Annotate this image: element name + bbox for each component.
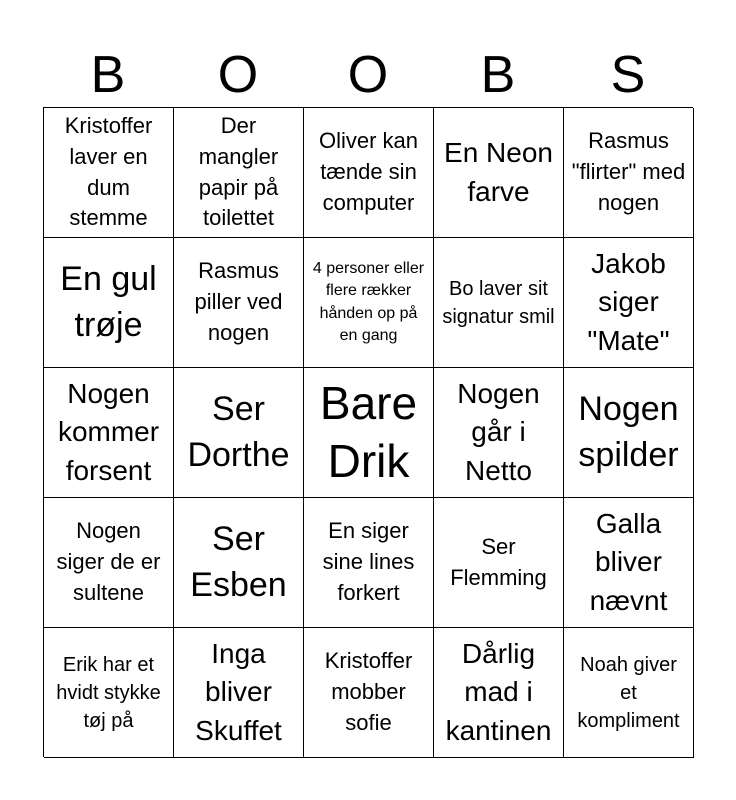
header-letter-s: S <box>610 46 646 104</box>
bingo-header <box>43 44 693 106</box>
bingo-cell-5-5[interactable]: Noah giver et kompliment <box>564 628 694 758</box>
header-letter-o-2: O <box>347 46 389 104</box>
bingo-cell-3-1[interactable]: Nogen kommer forsent <box>44 368 174 498</box>
bingo-cell-4-3[interactable]: En siger sine lines forkert <box>304 498 434 628</box>
bingo-cell-1-1[interactable]: Kristoffer laver en dum stemme <box>44 108 174 238</box>
bingo-cell-1-2[interactable]: Der mangler papir på toilettet <box>174 108 304 238</box>
header-letter-o: O <box>217 46 259 104</box>
bingo-cell-4-5[interactable]: Galla bliver nævnt <box>564 498 694 628</box>
bingo-cell-3-3-free-space[interactable]: Bare Drik <box>304 368 434 498</box>
bingo-cell-5-2[interactable]: Inga bliver Skuffet <box>174 628 304 758</box>
bingo-cell-2-5[interactable]: Jakob siger "Mate" <box>564 238 694 368</box>
bingo-cell-4-2[interactable]: Ser Esben <box>174 498 304 628</box>
header-letter-b-2: B <box>480 46 516 104</box>
header-letter-b: B <box>90 46 126 104</box>
bingo-cell-1-4[interactable]: En Neon farve <box>434 108 564 238</box>
bingo-cell-3-2[interactable]: Ser Dorthe <box>174 368 304 498</box>
bingo-cell-2-4[interactable]: Bo laver sit signatur smil <box>434 238 564 368</box>
bingo-cell-2-2[interactable]: Rasmus piller ved nogen <box>174 238 304 368</box>
bingo-cell-3-5[interactable]: Nogen spilder <box>564 368 694 498</box>
bingo-cell-4-4[interactable]: Ser Flemming <box>434 498 564 628</box>
bingo-cell-5-1[interactable]: Erik har et hvidt stykke tøj på <box>44 628 174 758</box>
bingo-cell-2-1[interactable]: En gul trøje <box>44 238 174 368</box>
bingo-cell-1-3[interactable]: Oliver kan tænde sin computer <box>304 108 434 238</box>
bingo-cell-5-3[interactable]: Kristoffer mobber sofie <box>304 628 434 758</box>
bingo-cell-2-3[interactable]: 4 personer eller flere rækker hånden op på en gang <box>304 238 434 368</box>
bingo-cell-5-4[interactable]: Dårlig mad i kantinen <box>434 628 564 758</box>
bingo-cell-3-4[interactable]: Nogen går i Netto <box>434 368 564 498</box>
bingo-board <box>43 107 693 757</box>
bingo-cell-4-1[interactable]: Nogen siger de er sultene <box>44 498 174 628</box>
bingo-cell-1-5[interactable]: Rasmus "flirter" med nogen <box>564 108 694 238</box>
